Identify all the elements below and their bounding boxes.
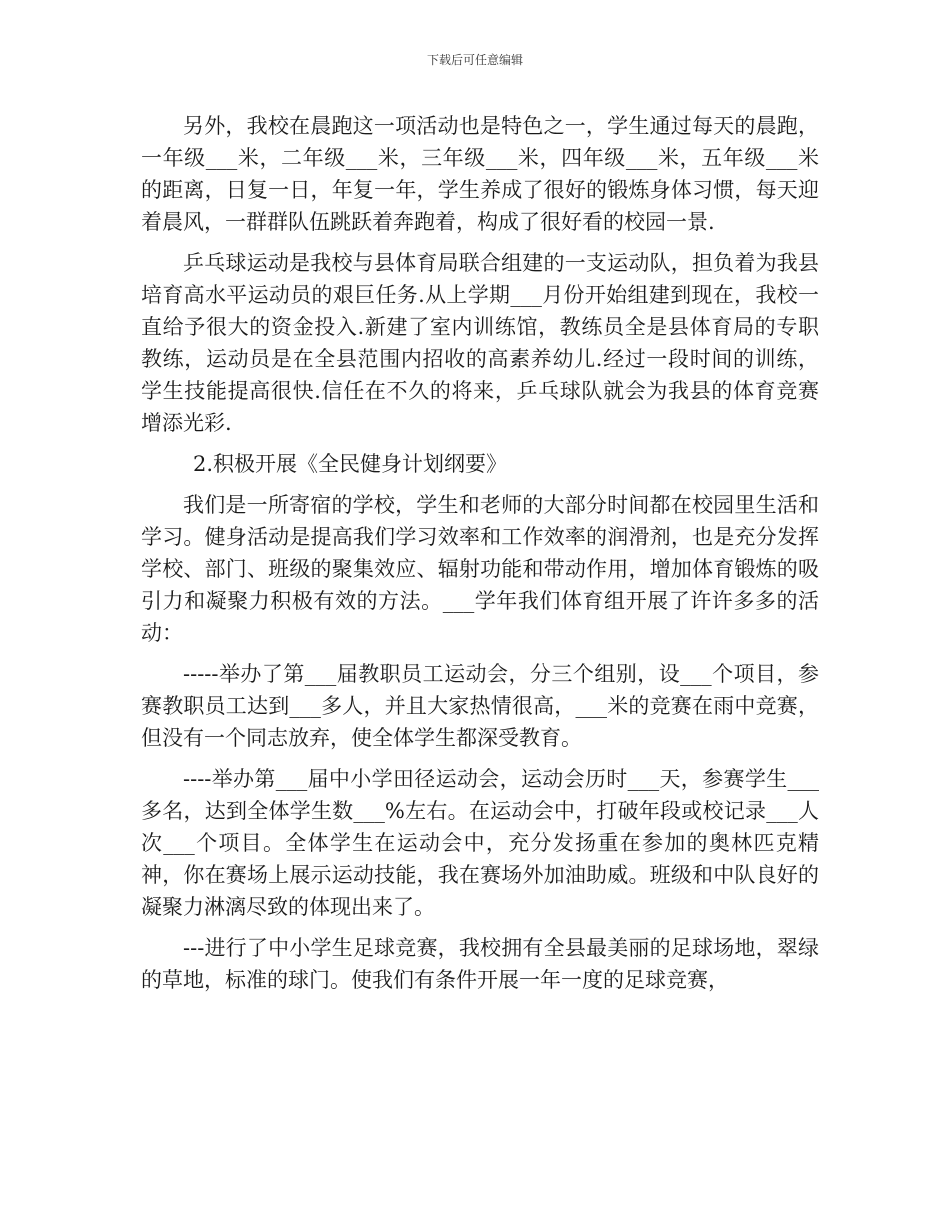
paragraph-staff-games: -----举办了第___届教职员工运动会，分三个组别，设___个项目，参赛教职员工达到___多人，并且大家热情很高，___米的竞赛在雨中竞赛，但没有一个同志放弃，使全体学生都深受教育。 — [141, 662, 819, 750]
document-body — [141, 110, 819, 996]
paragraph-table-tennis: 乒乓球运动是我校与县体育局联合组建的一支运动队，担负着为我县培育高水平运动员的艰巨任务.从上学期___月份开始组建到现在，我校一直给予很大的资金投入.新建了室内训练馆，教练员全是县体育局的专职教练，运动员是在全县范围内招收的高素养幼儿.经过一段时间的训练，学生技能提高很快.信任在不久的将来，乒乓球队就会为我县的体育竞赛增添光彩. — [141, 251, 819, 435]
paragraph-fitness-activities: 我们是一所寄宿的学校，学生和老师的大部分时间都在校园里生活和学习。健身活动是提高我们学习效率和工作效率的润滑剂，也是充分发挥学校、部门、班级的聚集效应、辐射功能和带动作用，增加体育锻炼的吸引力和凝聚力积极有效的方法。___学年我们体育组开展了许许多多的活动： — [141, 493, 819, 645]
section-heading: 2.积极开展《全民健身计划纲要》 — [193, 452, 508, 476]
paragraph-track-meet: ----举办第___届中小学田径运动会，运动会历时___天，参赛学生___多名，达到全体学生数___%左右。在运动会中，打破年段或校记录___人次___个项目。全体学生在运动会中，充分发扬重在参加的奥林匹克精神，你在赛场上展示运动技能，我在赛场外加油助威。班级和中队良好的凝聚力淋漓尽致的体现出来了。 — [141, 767, 819, 919]
paragraph-morning-run: 另外，我校在晨跑这一项活动也是特色之一，学生通过每天的晨跑，一年级___米，二年级___米，三年级___米，四年级___米，五年级___米的距离，日复一日，年复一年，学生养成了很好的锻炼身体习惯，每天迎着晨风，一群群队伍跳跃着奔跑着，构成了很好看的校园一景. — [141, 114, 819, 234]
paragraph-football: ---进行了中小学生足球竞赛，我校拥有全县最美丽的足球场地，翠绿的草地，标准的球门。使我们有条件开展一年一度的足球竞赛， — [141, 936, 819, 992]
page-header: 下载后可任意编辑 — [426, 53, 523, 67]
